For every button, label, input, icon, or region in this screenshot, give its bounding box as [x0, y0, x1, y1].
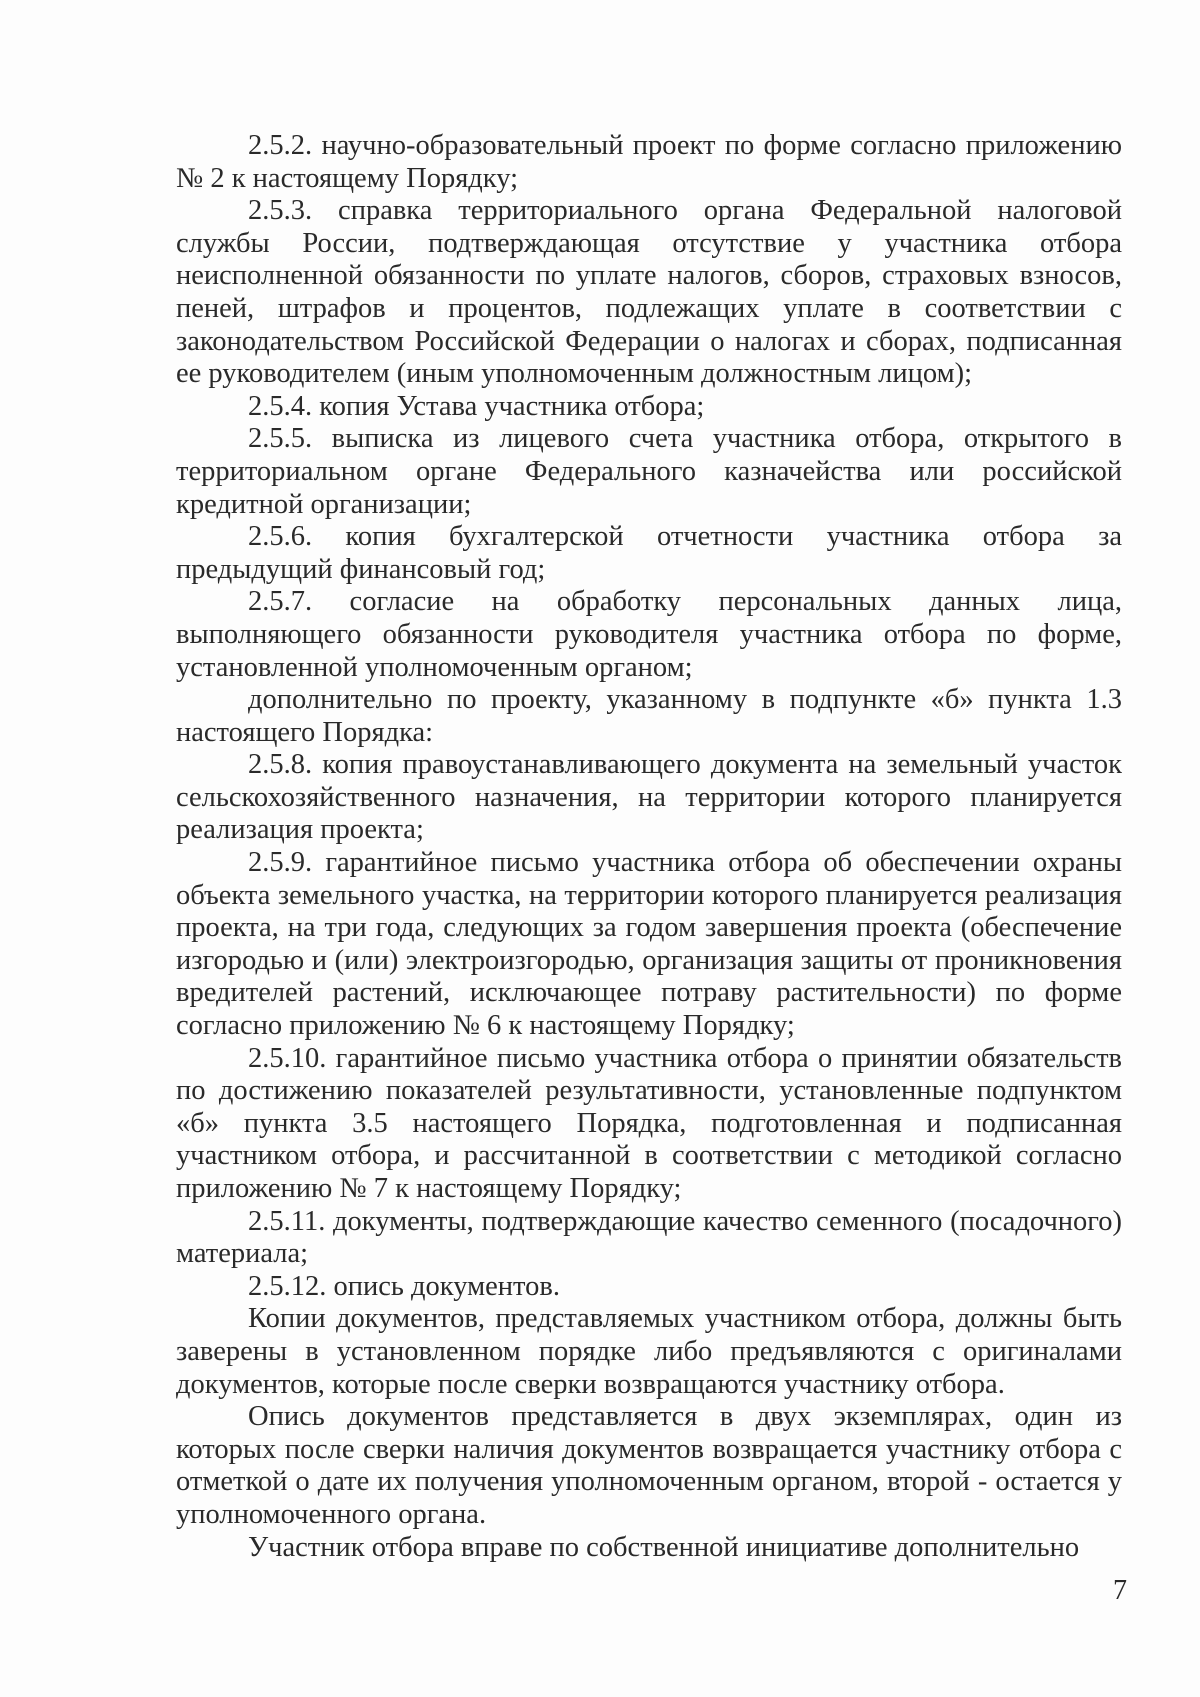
paragraph-inventory: Опись документов представляется в двух экземплярах, один из которых после сверки наличия документов возвращается участнику отбора с отметкой о дате их получения уполномоченным органом, второй - остается у уполномоченного органа. — [176, 1401, 1122, 1530]
paragraph-2-5-8: 2.5.8. копия правоустанавливающего документа на земельный участок сельскохозяйственного назначения, на территории которого планируется реализация проекта; — [176, 749, 1122, 846]
paragraph-2-5-10: 2.5.10. гарантийное письмо участника отбора о принятии обязательств по достижению показателей результативности, установленные подпунктом «б» пункта 3.5 настоящего Порядка, подготовленная и подписанная участником отбора, и рассчитанной в соответствии с методикой согласно приложению № 7 к настоящему Порядку; — [176, 1042, 1122, 1204]
paragraph-2-5-7: 2.5.7. согласие на обработку персональных данных лица, выполняющего обязанности руководителя участника отбора по форме, установленной уполномоченным органом; — [176, 586, 1122, 683]
paragraph-2-5-2: 2.5.2. научно-образовательный проект по форме согласно приложению № 2 к настоящему Порядку; — [176, 130, 1122, 194]
paragraph-copies: Копии документов, представляемых участником отбора, должны быть заверены в установленном порядке либо предъявляются с оригиналами документов, которые после сверки возвращаются участнику отбора. — [176, 1303, 1122, 1400]
paragraph-2-5-5: 2.5.5. выписка из лицевого счета участника отбора, открытого в территориальном органе Федерального казначейства или российской кредитной организации; — [176, 423, 1122, 520]
paragraph-2-5-6: 2.5.6. копия бухгалтерской отчетности участника отбора за предыдущий финансовый год; — [176, 521, 1122, 585]
paragraph-2-5-9: 2.5.9. гарантийное письмо участника отбора об обеспечении охраны объекта земельного участка, на территории которого планируется реализация проекта, на три года, следующих за годом завершения проекта (обеспечение изгородью и (или) электроизгородью, организация защиты от проникновения вредителей растений, исключающее потраву растительности) по форме согласно приложению № 6 к настоящему Порядку; — [176, 847, 1122, 1042]
paragraph-2-5-12: 2.5.12. опись документов. — [248, 1270, 560, 1302]
paragraph-2-5-4: 2.5.4. копия Устава участника отбора; — [248, 390, 705, 422]
paragraph-2-5-3: 2.5.3. справка территориального органа Федеральной налоговой службы России, подтверждающая отсутствие у участника отбора неисполненной обязанности по уплате налогов, сборов, страховых взносов, пеней, штрафов и процентов, подлежащих уплате в соответствии с законодательством Российской Федерации о налогах и сборах, подписанная ее руководителем (иным уполномоченным должностным лицом); — [176, 195, 1122, 390]
paragraph-additional: дополнительно по проекту, указанному в подпункте «б» пункта 1.3 настоящего Порядка: — [176, 684, 1122, 748]
paragraph-participant-right: Участник отбора вправе по собственной инициативе дополнительно — [248, 1531, 1080, 1563]
page-number: 7 — [1113, 1575, 1127, 1606]
document-body — [176, 130, 1122, 1564]
paragraph-2-5-11: 2.5.11. документы, подтверждающие качество семенного (посадочного) материала; — [176, 1205, 1122, 1270]
